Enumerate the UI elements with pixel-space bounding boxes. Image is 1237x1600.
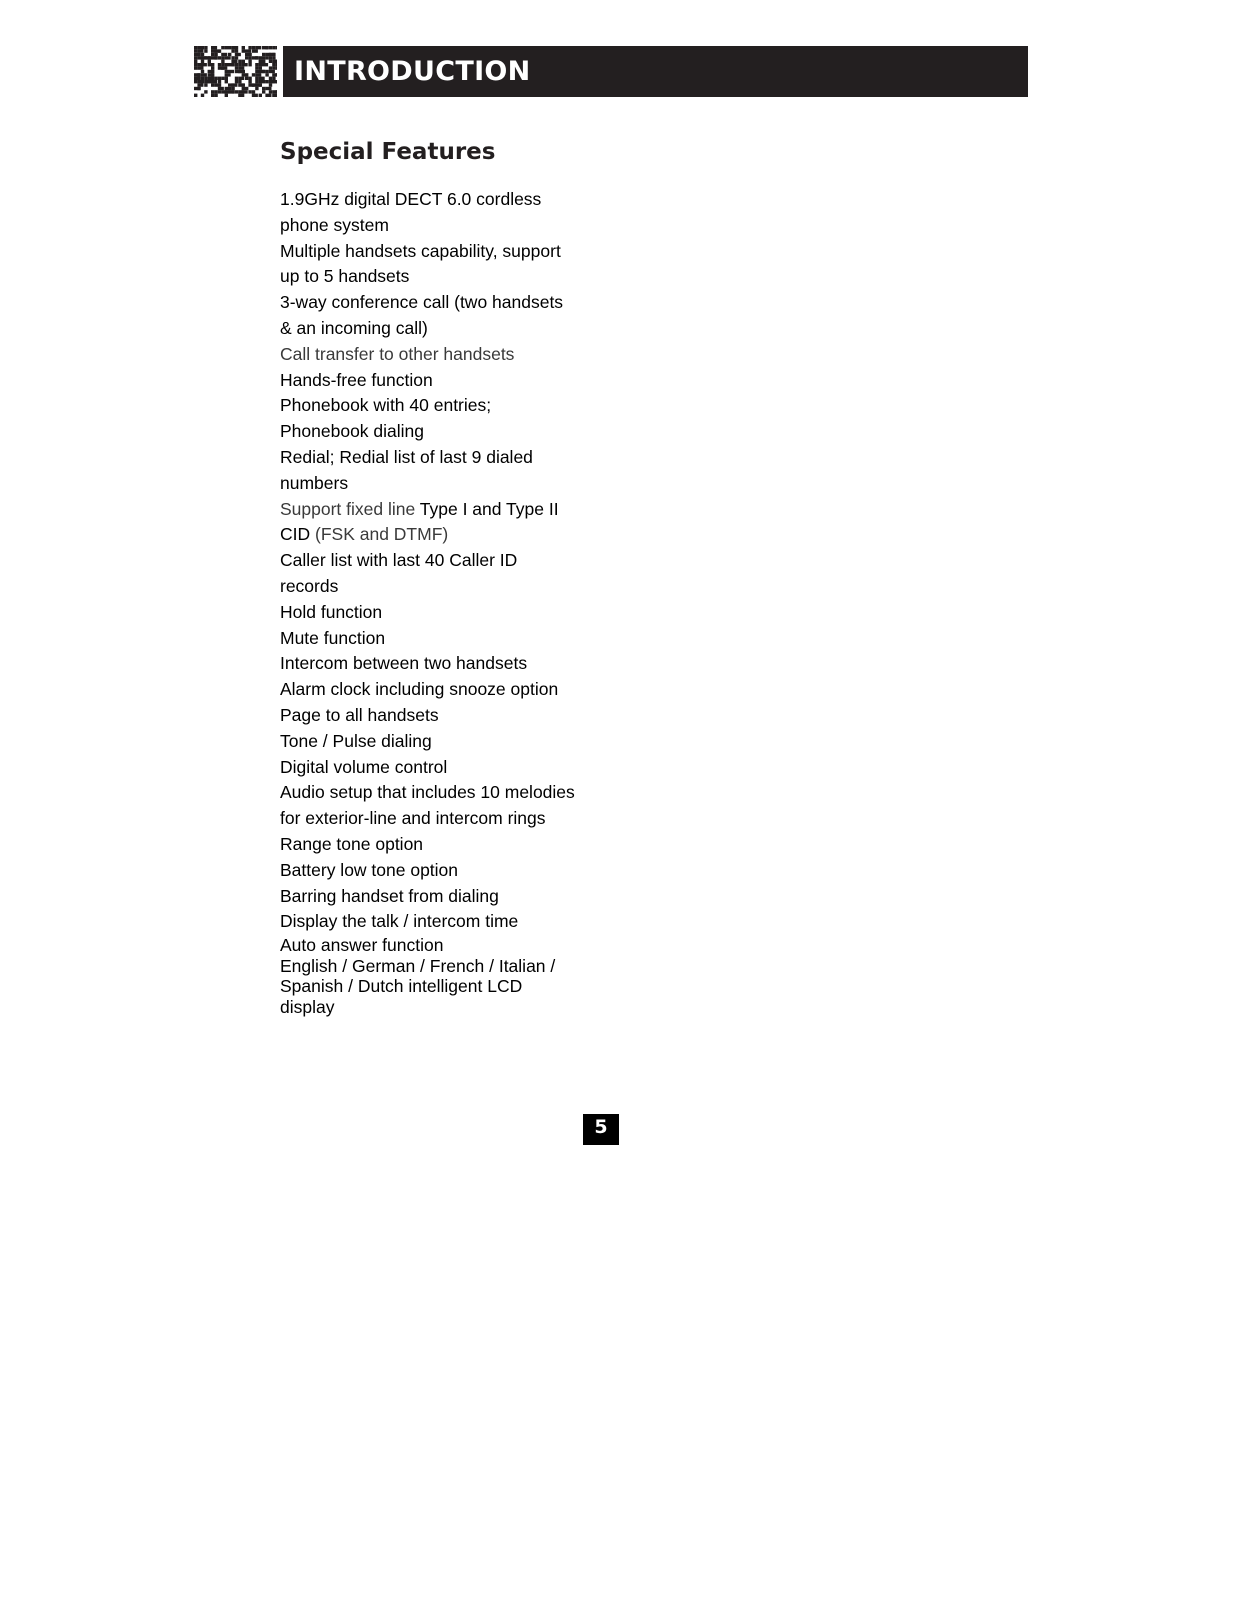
feature-line: & an incoming call): [280, 317, 428, 338]
page-number: 5: [583, 1114, 619, 1145]
feature-line: 3-way conference call (two handsets: [280, 292, 564, 313]
feature-line: Barring handset from dialing: [280, 885, 499, 906]
feature-line: Intercom between two handsets: [280, 653, 528, 674]
feature-line: Call transfer to other handsets: [280, 343, 515, 364]
feature-line: 1.9GHz digital DECT 6.0 cordless: [280, 189, 542, 209]
feature-line: Multiple handsets capability, support: [280, 240, 561, 261]
feature-text-grey: (FSK and DTMF): [315, 524, 449, 545]
feature-line: up to 5 handsets: [280, 266, 410, 287]
header-pattern-graphic: [194, 46, 277, 97]
feature-line: Hands-free function: [280, 369, 433, 390]
feature-line: Phonebook dialing: [280, 421, 425, 442]
feature-line: Battery low tone option: [280, 859, 459, 880]
feature-line: Range tone option: [280, 833, 424, 854]
feature-line: Redial; Redial list of last 9 dialed: [280, 446, 533, 467]
feature-text: CID: [280, 524, 315, 545]
feature-line: records: [280, 575, 339, 596]
feature-line: Spanish / Dutch intelligent LCD: [280, 976, 523, 997]
feature-list: [280, 187, 610, 1018]
feature-line: Alarm clock including snooze option: [280, 679, 559, 700]
feature-line: [280, 497, 610, 523]
feature-line: Page to all handsets: [280, 704, 439, 725]
feature-line: phone system: [280, 214, 389, 235]
feature-line: Tone / Pulse dialing: [280, 730, 432, 751]
feature-line: for exterior-line and intercom rings: [280, 808, 546, 829]
feature-line: Display the talk / intercom time: [280, 911, 519, 932]
section-title: Special Features: [280, 139, 496, 165]
feature-line: Caller list with last 40 Caller ID: [280, 550, 518, 571]
feature-line: Hold function: [280, 601, 383, 622]
feature-text: Type I and Type II: [419, 498, 559, 519]
feature-line: Audio setup that includes 10 melodies: [280, 782, 575, 803]
feature-text-grey: Support fixed line: [280, 498, 420, 519]
feature-line: [280, 522, 610, 548]
header-bar: [283, 46, 1028, 97]
feature-line: Auto answer function: [280, 935, 444, 956]
feature-line: Digital volume control: [280, 756, 448, 777]
feature-line: English / German / French / Italian /: [280, 955, 556, 976]
feature-line: numbers: [280, 472, 349, 493]
feature-line: Phonebook with 40 entries;: [280, 395, 492, 416]
feature-line: display: [280, 997, 335, 1018]
header-title: INTRODUCTION: [294, 56, 531, 87]
feature-line: Mute function: [280, 627, 386, 648]
